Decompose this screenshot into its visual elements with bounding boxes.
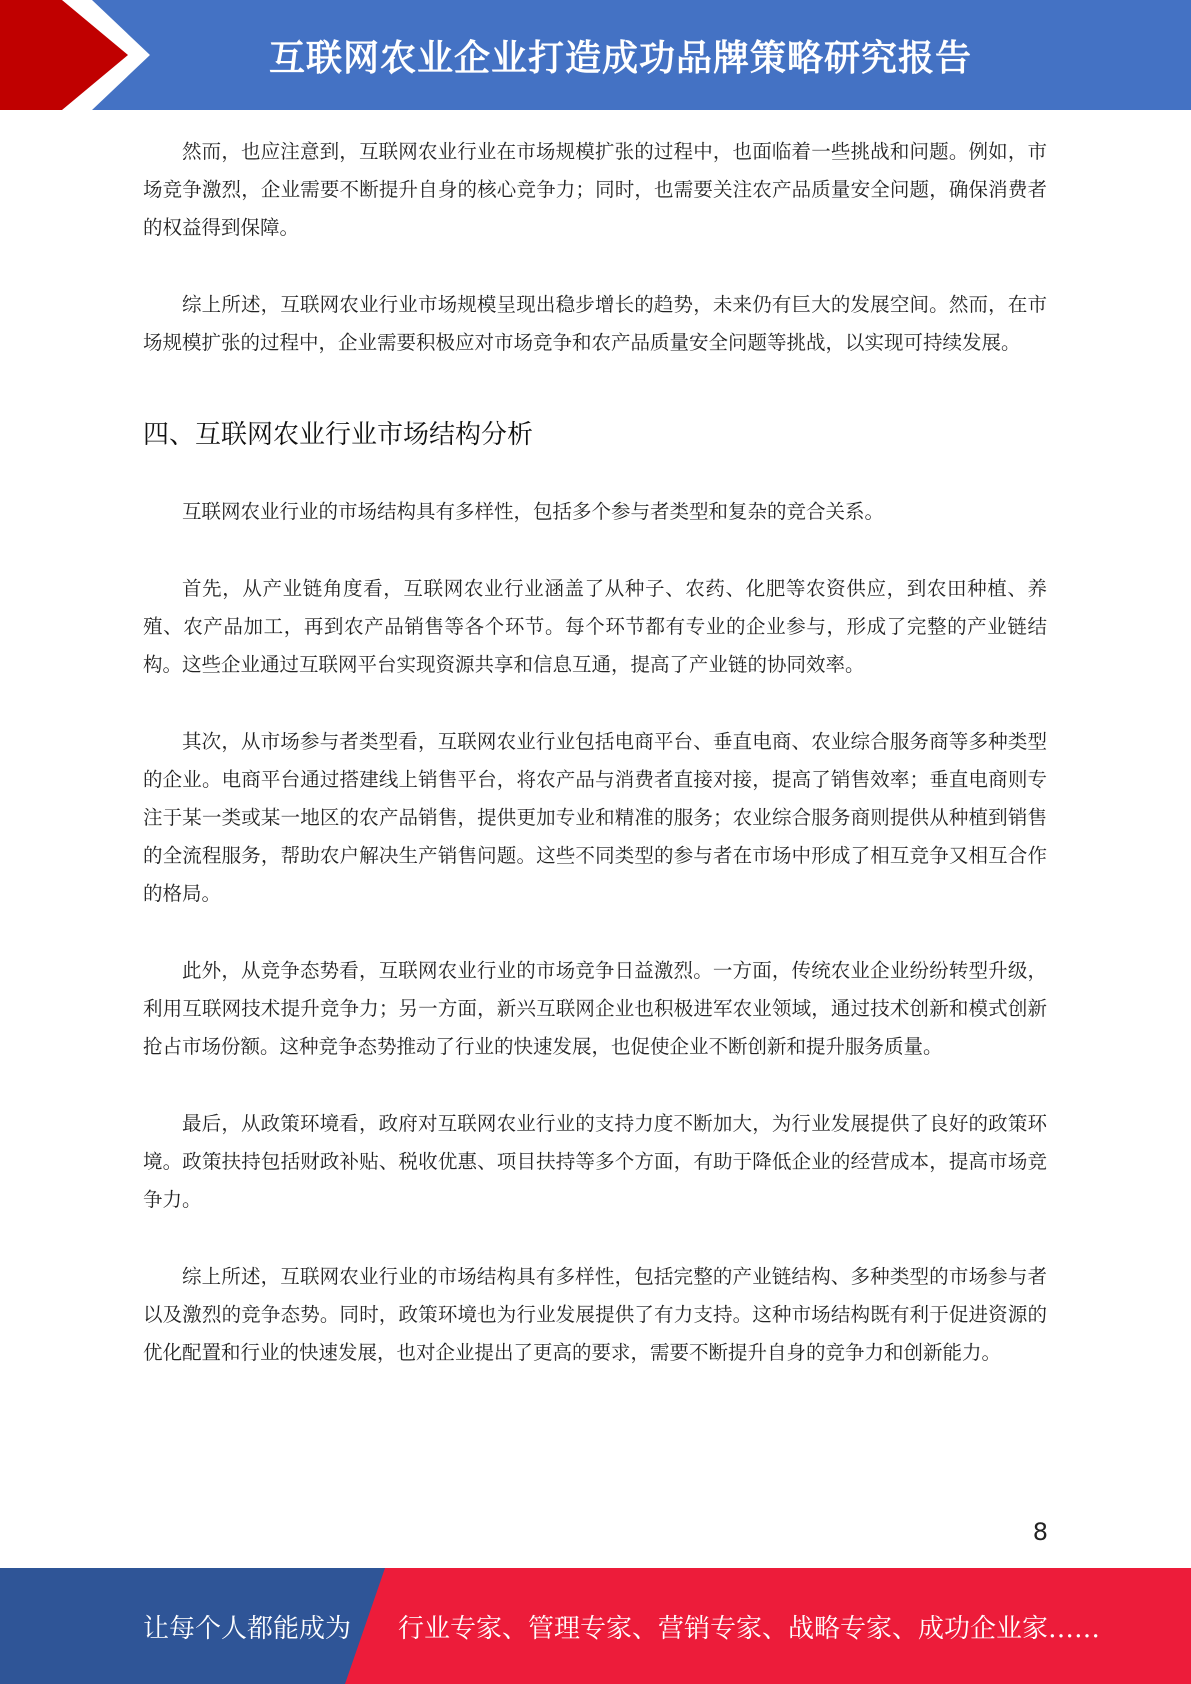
footer-banner bbox=[0, 1568, 1191, 1684]
page-title: 互联网农业企业打造成功品牌策略研究报告 bbox=[268, 37, 972, 79]
header-banner bbox=[0, 0, 1191, 110]
paragraph-policy: 最后，从政策环境看，政府对互联网农业行业的支持力度不断加大，为行业发展提供了良好的政策环境。政策扶持包括财政补贴、税收优惠、项目扶持等多个方面，有助于降低企业的经营成本，提高市场竞争力。 bbox=[143, 1112, 1047, 1211]
footer-slogan-left: 让每个人都能成为 bbox=[143, 1613, 352, 1644]
paragraph-competition: 此外，从竞争态势看，互联网农业行业的市场竞争日益激烈。一方面，传统农业企业纷纷转型升级，利用互联网技术提升竞争力；另一方面，新兴互联网企业也积极进军农业领域，通过技术创新和模式创新抢占市场份额。这种竞争态势推动了行业的快速发展，也促使企业不断创新和提升服务质量。 bbox=[143, 959, 1047, 1058]
section-heading: 四、互联网农业行业市场结构分析 bbox=[143, 420, 534, 450]
paragraph-industry-chain: 首先，从产业链角度看，互联网农业行业涵盖了从种子、农药、化肥等农资供应，到农田种植、养殖、农产品加工，再到农产品销售等各个环节。每个环节都有专业的企业参与，形成了完整的产业链结构。这些企业通过互联网平台实现资源共享和信息互通，提高了产业链的协同效率。 bbox=[143, 577, 1047, 676]
paragraph-challenges: 然而，也应注意到，互联网农业行业在市场规模扩张的过程中，也面临着一些挑战和问题。例如，市场竞争激烈，企业需要不断提升自身的核心竞争力；同时，也需要关注农产品质量安全问题，确保消费者的权益得到保障。 bbox=[143, 140, 1047, 239]
paragraph-summary-scale: 综上所述，互联网农业行业市场规模呈现出稳步增长的趋势，未来仍有巨大的发展空间。然而，在市场规模扩张的过程中，企业需要积极应对市场竞争和农产品质量安全问题等挑战，以实现可持续发展。 bbox=[143, 293, 1047, 354]
document-body bbox=[143, 133, 1047, 1372]
header-red-arrow bbox=[0, 0, 150, 110]
paragraph-structure-intro: 互联网农业行业的市场结构具有多样性，包括多个参与者类型和复杂的竞合关系。 bbox=[182, 500, 885, 523]
paragraph-participants: 其次，从市场参与者类型看，互联网农业行业包括电商平台、垂直电商、农业综合服务商等多种类型的企业。电商平台通过搭建线上销售平台，将农产品与消费者直接对接，提高了销售效率；垂直电商则专注于某一类或某一地区的农产品销售，提供更加专业和精准的服务；农业综合服务商则提供从种植到销售的全流程服务，帮助农户解决生产销售问题。这些不同类型的参与者在市场中形成了相互竞争又相互合作的格局。 bbox=[143, 730, 1047, 905]
page-number: 8 bbox=[1032, 1518, 1048, 1546]
paragraph-conclusion: 综上所述，互联网农业行业的市场结构具有多样性，包括完整的产业链结构、多种类型的市场参与者以及激烈的竞争态势。同时，政策环境也为行业发展提供了有力支持。这种市场结构既有利于促进资源的优化配置和行业的快速发展，也对企业提出了更高的要求，需要不断提升自身的竞争力和创新能力。 bbox=[143, 1265, 1047, 1364]
footer-slogan-right: 行业专家、管理专家、营销专家、战略专家、成功企业家…… bbox=[398, 1613, 1101, 1644]
